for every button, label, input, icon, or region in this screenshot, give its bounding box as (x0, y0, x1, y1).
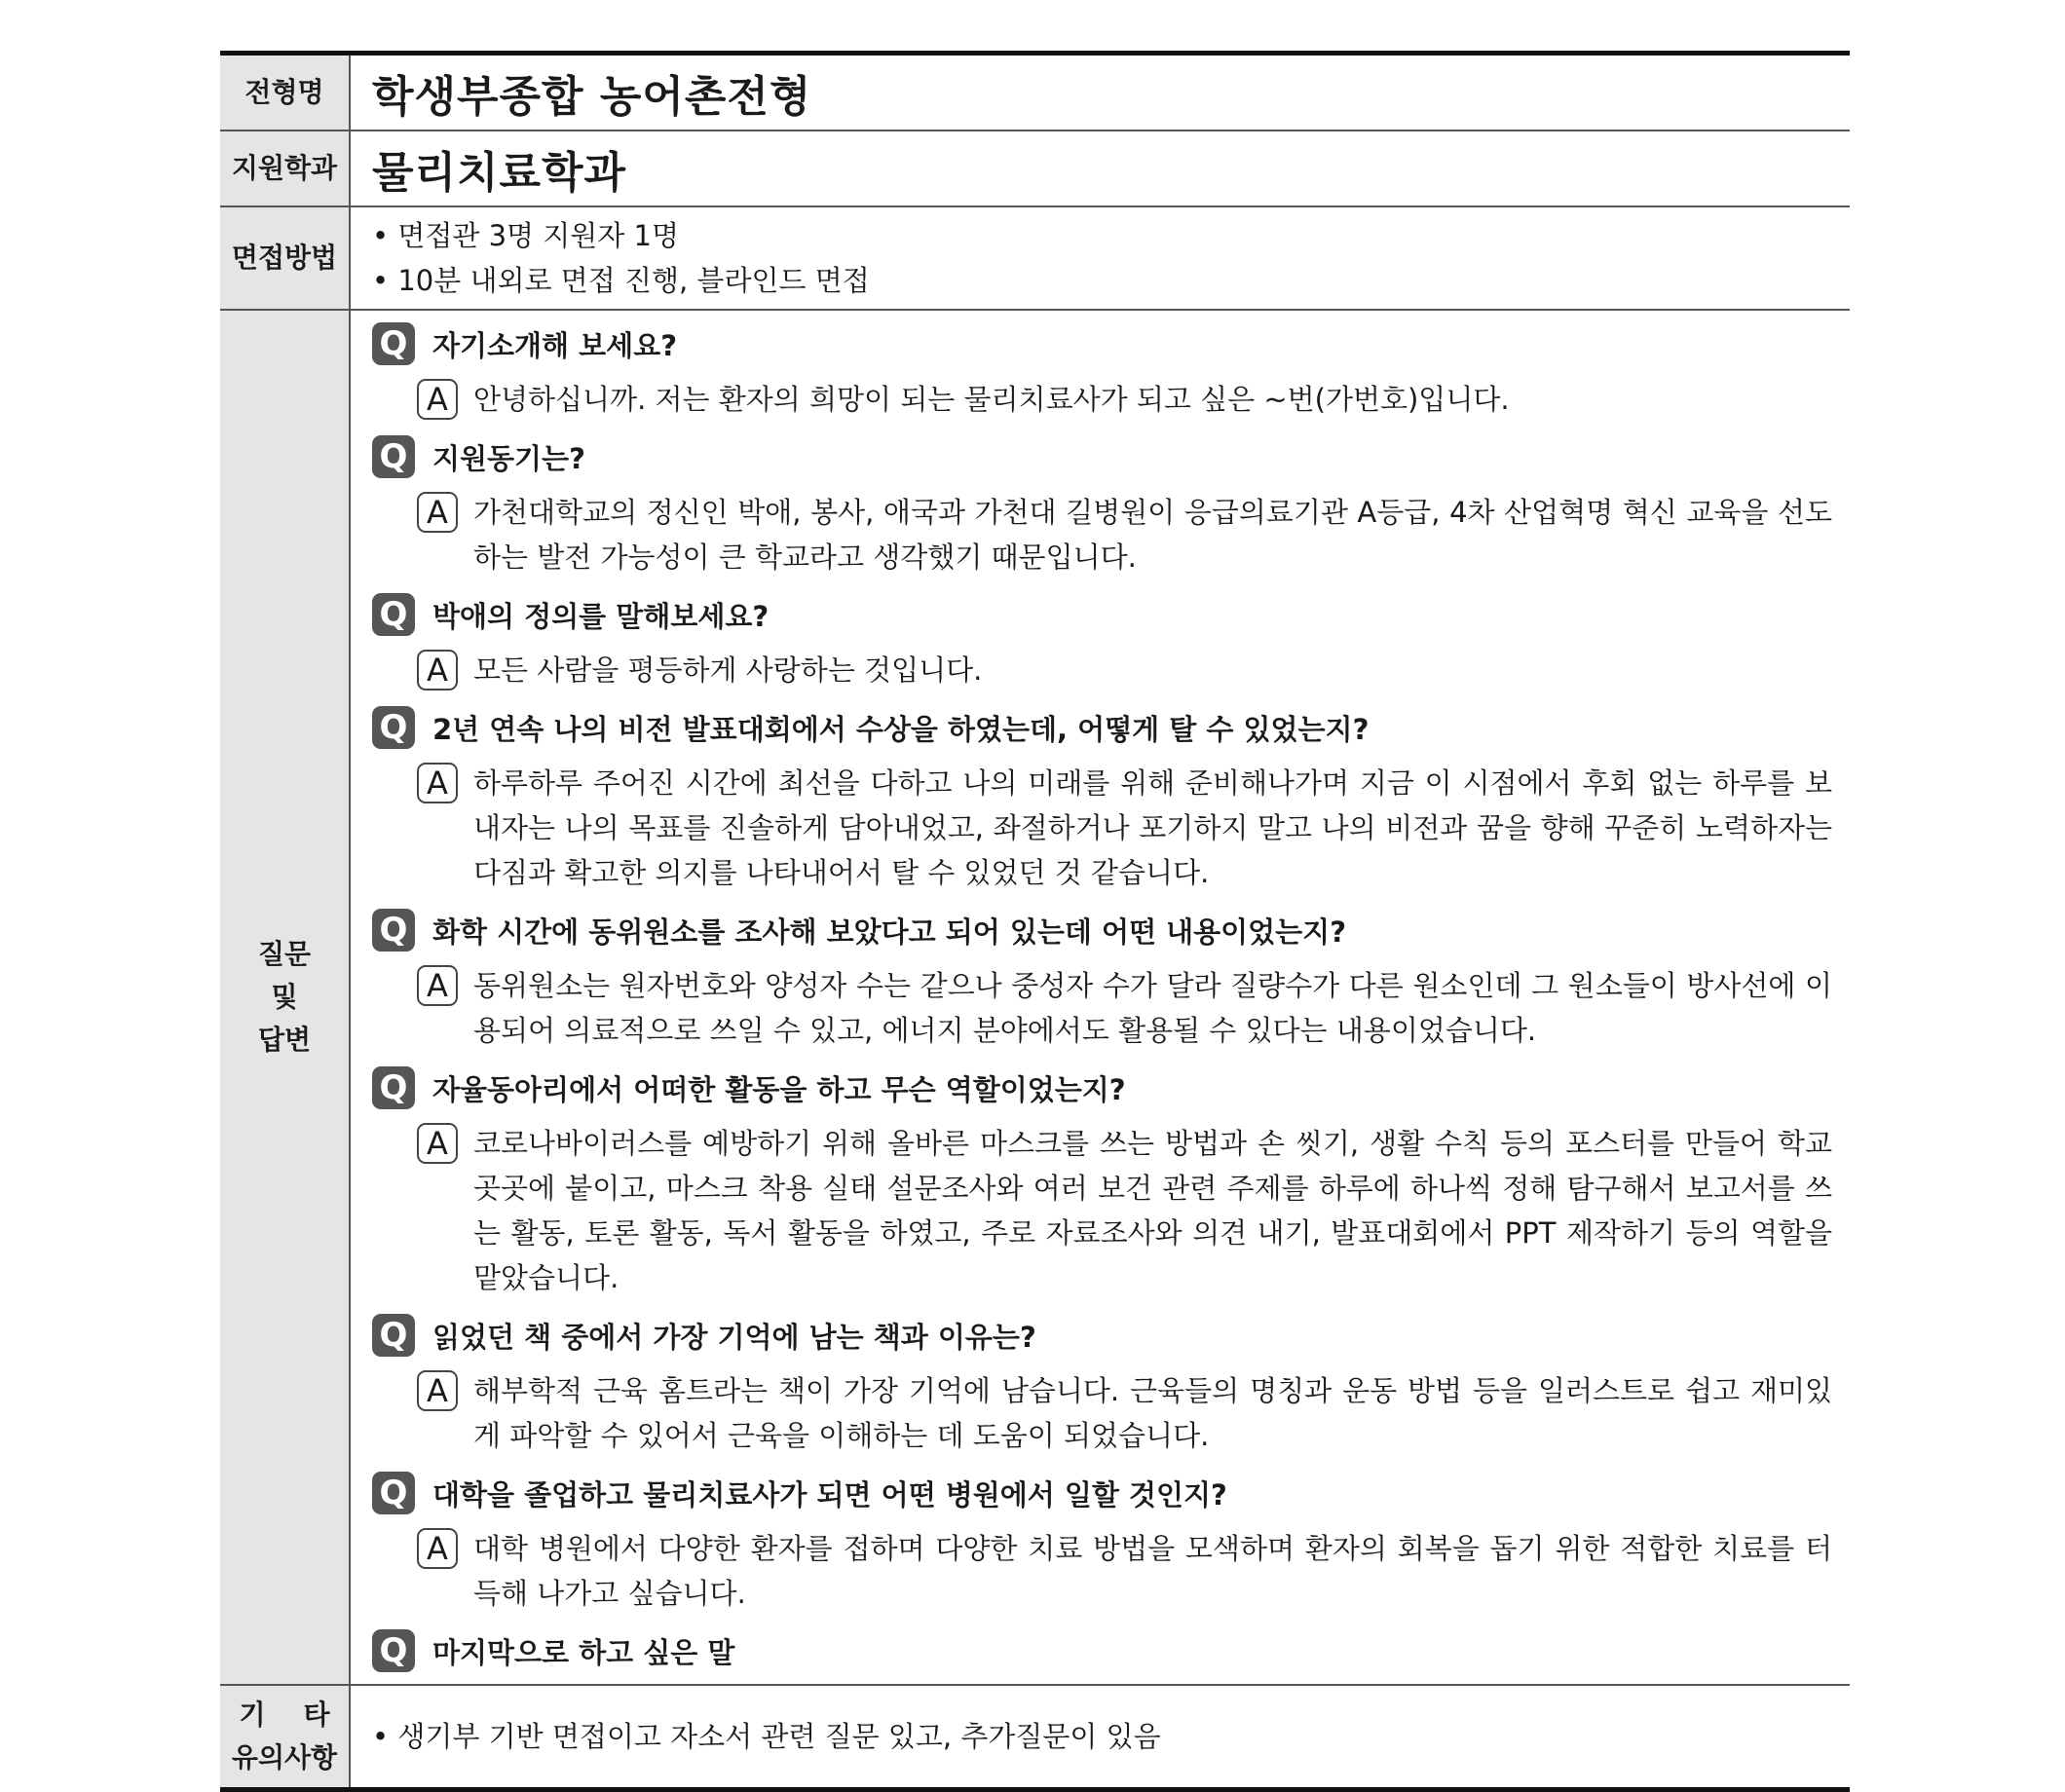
question-item (372, 435, 1850, 478)
qa-row (220, 310, 1850, 1685)
question-text: 자기소개해 보세요? (432, 328, 678, 362)
answer-text: 동위원소는 원자번호와 양성자 수는 같으나 중성자 수가 달라 질량수가 다른 원소인데 그 원소들이 방사선에 이용되어 의료적으로 쓰일 수 있고, 에너지 분야에서도 활용될 수 있다는 내용이었습니다. (473, 969, 1832, 1047)
department-row (220, 131, 1850, 206)
q-icon: Q (372, 1472, 415, 1514)
question-text: 지원동기는? (432, 441, 585, 475)
answer-item (417, 490, 1850, 579)
question-item (372, 1629, 1850, 1672)
a-icon: A (417, 1528, 458, 1569)
question-item (372, 1314, 1850, 1357)
notes-item: • 생기부 기반 면접이고 자소서 관련 질문 있고, 추가질문이 있음 (372, 1720, 1161, 1753)
department-value: 물리치료학과 (372, 148, 627, 198)
answer-item (417, 1526, 1850, 1616)
interview-method-row (220, 206, 1850, 310)
answer-text: 하루하루 주어진 시간에 최선을 다하고 나의 미래를 위해 준비해나가며 지금 이 시점에서 후회 없는 하루를 보내자는 나의 목표를 진솔하게 담아내었고, 좌절하거나 포기하지 말고 나의 비전과 꿈을 향해 꾸준히 노력하자는 다짐과 확고한 의지를 나타내어서 탈 수 있었던 것 같습니다. (473, 766, 1832, 889)
answer-text: 안녕하십니까. 저는 환자의 희망이 되는 물리치료사가 되고 싶은 ~번(가번호)입니다. (473, 383, 1510, 416)
notes-row (220, 1685, 1850, 1790)
interview-sheet (220, 51, 1850, 1792)
question-item (372, 593, 1850, 636)
qa-label: 질문 및 답변 (220, 310, 350, 1685)
interview-method-label: 면접방법 (220, 206, 350, 310)
answer-text: 모든 사람을 평등하게 사랑하는 것입니다. (473, 653, 983, 687)
answer-text: 코로나바이러스를 예방하기 위해 올바른 마스크를 쓰는 방법과 손 씻기, 생활 수칙 등의 포스터를 만들어 학교 곳곳에 붙이고, 마스크 착용 실태 설문조사와 여러 보건 관련 주제를 하루에 하나씩 정해 탐구해서 보고서를 쓰는 활동, 토론 활동, 독서 활동을 하였고, 주로 자료조사와 의견 내기, 발표대회에서 PPT 제작하기 등의 역할을 맡았습니다. (473, 1127, 1832, 1294)
answer-item (417, 377, 1850, 422)
answer-item (417, 761, 1850, 895)
q-icon: Q (372, 593, 415, 636)
a-icon: A (417, 1123, 458, 1164)
question-text: 화학 시간에 동위원소를 조사해 보았다고 되어 있는데 어떤 내용이었는지? (432, 915, 1347, 949)
question-item (372, 706, 1850, 749)
a-icon: A (417, 650, 458, 691)
q-icon: Q (372, 706, 415, 749)
notes-label: 기 타 유의사항 (220, 1685, 350, 1790)
a-icon: A (417, 379, 458, 420)
method-item: • 10분 내외로 면접 진행, 블라인드 면접 (372, 264, 870, 297)
a-icon: A (417, 1370, 458, 1411)
question-text: 대학을 졸업하고 물리치료사가 되면 어떤 병원에서 일할 것인지? (432, 1477, 1227, 1512)
q-icon: Q (372, 1066, 415, 1109)
interview-table (220, 51, 1850, 1792)
a-icon: A (417, 965, 458, 1006)
question-item (372, 322, 1850, 365)
q-icon: Q (372, 322, 415, 365)
question-text: 2년 연속 나의 비전 발표대회에서 수상을 하였는데, 어떻게 탈 수 있었는지? (432, 712, 1370, 746)
q-icon: Q (372, 1314, 415, 1357)
question-text: 읽었던 책 중에서 가장 기억에 남는 책과 이유는? (432, 1320, 1036, 1354)
question-item (372, 1472, 1850, 1514)
answer-item (417, 963, 1850, 1053)
admission-type-label: 전형명 (220, 54, 350, 131)
question-text: 자율동아리에서 어떠한 활동을 하고 무슨 역할이었는지? (432, 1072, 1126, 1106)
answer-text: 가천대학교의 정신인 박애, 봉사, 애국과 가천대 길병원이 응급의료기관 A등급, 4차 산업혁명 혁신 교육을 선도하는 발전 가능성이 큰 학교라고 생각했기 때문입니다. (473, 496, 1832, 574)
q-icon: Q (372, 435, 415, 478)
answer-text: 해부학적 근육 홈트라는 책이 가장 기억에 남습니다. 근육들의 명칭과 운동 방법 등을 일러스트로 쉽고 재미있게 파악할 수 있어서 근육을 이해하는 데 도움이 되었습니다. (473, 1374, 1832, 1452)
qa-content (350, 310, 1850, 1685)
question-text: 마지막으로 하고 싶은 말 (432, 1635, 735, 1669)
q-icon: Q (372, 909, 415, 952)
q-icon: Q (372, 1629, 415, 1672)
a-icon: A (417, 763, 458, 803)
method-item: • 면접관 3명 지원자 1명 (372, 219, 679, 252)
admission-type-value: 학생부종합 농어촌전형 (372, 72, 812, 122)
answer-item (417, 1121, 1850, 1300)
question-text: 박애의 정의를 말해보세요? (432, 599, 770, 633)
question-item (372, 1066, 1850, 1109)
a-icon: A (417, 492, 458, 533)
answer-item (417, 648, 1850, 692)
admission-type-row (220, 54, 1850, 131)
answer-text: 대학 병원에서 다양한 환자를 접하며 다양한 치료 방법을 모색하며 환자의 회복을 돕기 위한 적합한 치료를 터득해 나가고 싶습니다. (473, 1532, 1832, 1610)
answer-item (417, 1368, 1850, 1458)
question-item (372, 909, 1850, 952)
department-label: 지원학과 (220, 131, 350, 206)
